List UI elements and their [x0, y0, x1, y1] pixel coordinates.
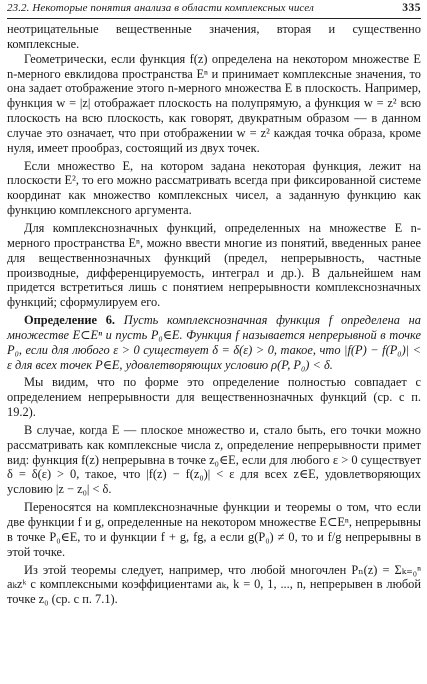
running-header — [7, 2, 421, 18]
definition-paragraph — [7, 313, 421, 372]
paragraph: Геометрически, если функция f(z) определена на некотором множестве E n-мерного евклидова пространства Eⁿ и принимает комплексные значения, то она задает отображение этого n-мерного множества E в плоскость. Например, функция w = |z| отображает плоскость на полупрямую, а функция w = z² всю плоскость на всю плоскость, как говорят, двукратным образом — в данном случае это означает, что при отображении w = z² каждая точка образа, кроме нуля, имеет прообраз, состоящий из двух точек. — [7, 51, 421, 155]
definition-text: Пусть комплекснозначная функция f определена на множестве E⊂Eⁿ и пусть P₀∈E. Функция f называется непрерывной в точке P₀, если для любого ε > 0 существует δ = δ(ε) > 0, такое, что |f(P) − f(P₀)| < ε для всех точек P∈E, удовлетворяющих условию ρ(P, P₀) < δ. — [7, 313, 421, 372]
paragraph: Из этой теоремы следует, например, что любой многочлен Pₙ(z) = Σₖ₌₀ⁿ aₖzᵏ с комплексными коэффициентами aₖ, k = 0, 1, ..., n, непрерывен в любой точке z₀ (ср. с п. 7.1). — [7, 562, 421, 607]
page-number: 335 — [402, 2, 421, 14]
paragraph: Переносятся на комплекснозначные функции и теоремы о том, что если две функции f и g, определенные на некотором множестве E⊂Eⁿ, непрерывны в точке P₀∈E, то и функции f + g, fg, а если g(P₀) ≠ 0, то и f/g непрерывны в этой точке. — [7, 500, 421, 559]
paragraph: неотрицательные вещественные значения, вторая и существенно комплексные. — [7, 22, 421, 51]
definition-label: Определение 6. — [24, 313, 116, 328]
section-title: 23.2. Некоторые понятия анализа в области комплексных чисел — [7, 2, 314, 14]
header-rule — [7, 18, 421, 19]
paragraph: Мы видим, что по форме это определение полностью совпадает с определением непрерывности для вещественнозначных функций (ср. с п. 19.2). — [7, 375, 421, 420]
page-body — [7, 22, 421, 607]
paragraph: Для комплекснозначных функций, определенных на множестве E n-мерного пространства Eⁿ, можно ввести многие из понятий, введенных ранее для вещественнозначных функций (предел, непрерывность, частные производные, дифференцируемость, интеграл и др.). В дальнейшем нам придется встретиться лишь с понятием непрерывности комплекснозначных функций; сформулируем его. — [7, 220, 421, 310]
paragraph: Если множество E, на котором задана некоторая функция, лежит на плоскости E², то его можно рассматривать всегда при фиксированной системе координат как множество комплексных чисел, а заданную функцию как функцию комплексного аргумента. — [7, 158, 421, 218]
paragraph: В случае, когда E — плоское множество и, стало быть, его точки можно рассматривать как комплексные числа z, определение непрерывности примет вид: функция f(z) непрерывна в точке z₀∈E, если для любого ε > 0 существует δ = δ(ε) > 0, такое, что |f(z) − f(z₀)| < ε для всех z∈E, удовлетворяющих условию |z − z₀| < δ. — [7, 422, 421, 497]
